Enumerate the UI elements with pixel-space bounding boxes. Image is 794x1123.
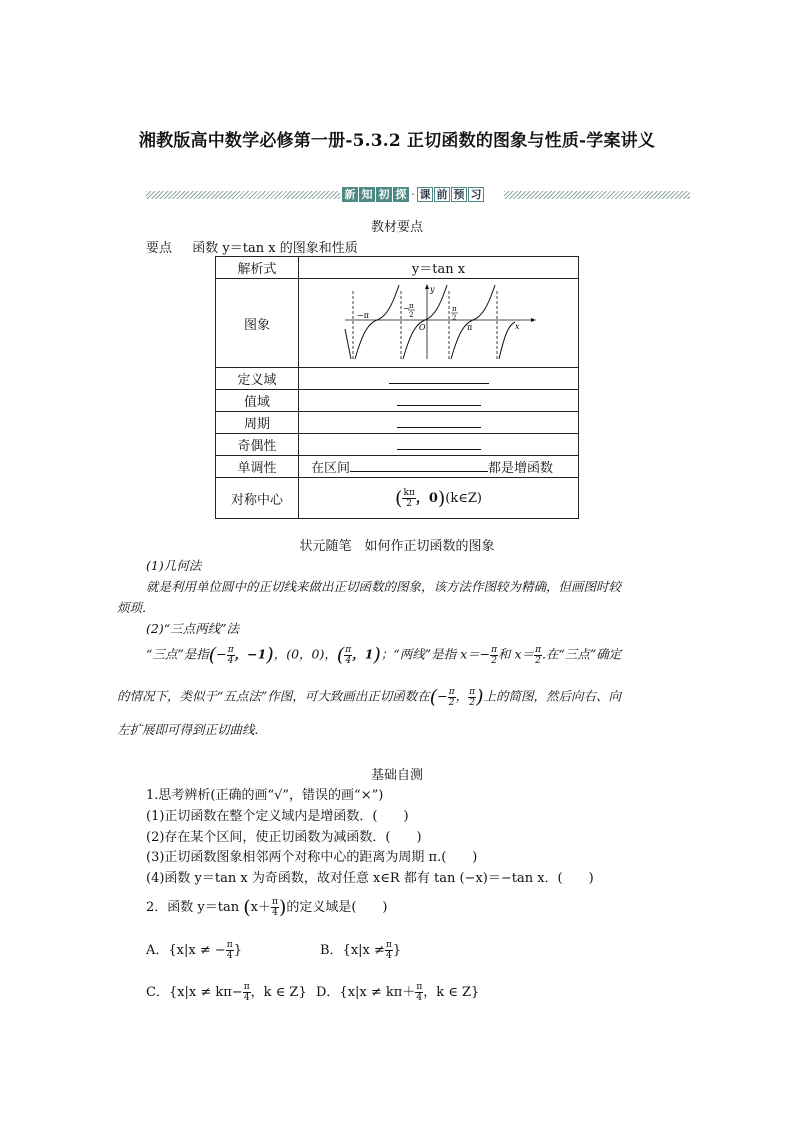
row-value [299, 390, 579, 412]
row-label: 对称中心 [216, 478, 299, 519]
question-1-item: (3)正切函数图象相邻两个对称中心的距离为周期 π.( ) [146, 850, 478, 865]
row-value [299, 456, 579, 478]
row-label: 值域 [216, 390, 299, 412]
tan-branch [403, 285, 447, 359]
banner-char: 新 [342, 187, 358, 202]
row-value [299, 434, 579, 456]
method-1-text: 烦琐． [117, 600, 155, 615]
y-axis-arrow [425, 284, 429, 289]
table-row [216, 368, 579, 390]
table-row [216, 279, 579, 368]
table-row [216, 456, 579, 478]
method-1-text: 就是利用单位圆中的正切线来做出正切函数的图象，该方法作图较为精确，但画图时较 [146, 579, 622, 594]
tan-properties-table [215, 256, 579, 519]
question-1-item: (1)正切函数在整个定义域内是增函数．( ) [146, 809, 409, 824]
table-row [216, 412, 579, 434]
center-tail: ，0 [415, 490, 438, 506]
row-label: 定义域 [216, 368, 299, 390]
tan-branch [345, 329, 351, 359]
tan-graph [339, 283, 539, 363]
banner-char: 课 [417, 187, 433, 202]
neg-half-pi-sign: − [402, 304, 410, 313]
graph-cell [299, 279, 579, 368]
section-banner [146, 186, 690, 204]
method-1-title: (1)几何法 [146, 558, 202, 573]
answer-blank[interactable] [389, 370, 489, 384]
origin-label: O [418, 323, 426, 332]
half-pi-den: 2 [451, 314, 456, 322]
answer-blank[interactable] [397, 392, 481, 406]
fraction: $\frac{k\pi}{2}$ [403, 487, 415, 509]
monotonic-suffix: 都是增函数 [488, 461, 554, 476]
row-label: 奇偶性 [216, 434, 299, 456]
method-2-title: (2)“三点两线”法 [146, 621, 239, 636]
banner-char: 前 [434, 187, 450, 202]
banner-hatch-right [504, 191, 690, 199]
option-b[interactable]: B．{x|x ≠ $\frac{\pi}{4}$ } [320, 940, 402, 961]
table-row [216, 478, 579, 519]
row-label: 解析式 [216, 257, 299, 279]
y-label: y [429, 285, 435, 294]
option-c[interactable]: C．{x|x ≠ kπ− $\frac{\pi}{4}$ ，k ∈ Z} [146, 982, 307, 1003]
row-value: ( $\frac{k\pi}{2}$ ，0)(k∈Z) [299, 478, 579, 519]
notes-heading: 状元随笔 如何作正切函数的图象 [299, 539, 495, 554]
tan-branch [451, 285, 495, 359]
method-2-line-1: “三点”是指(− $\frac{\pi}{4}$ ，−1)，(0，0)，( $\frac{\pi}{4}$ ，1)；“两线”是指 x＝− $\frac{\pi}{2}$ 和 x＝ $\frac{\pi}{2}$ .在“三点”确定 [146, 644, 622, 666]
banner-dot: · [411, 188, 415, 201]
option-a[interactable]: A．{x|x ≠ − $\frac{\pi}{4}$ } [146, 940, 242, 961]
x-label: x [514, 322, 520, 331]
answer-blank[interactable] [350, 458, 488, 472]
question-1-item: (2)存在某个区间，使正切函数为减函数．( ) [146, 830, 422, 845]
answer-blank[interactable] [397, 436, 481, 450]
banner-char: 预 [451, 187, 467, 202]
neg-half-pi-num: π [408, 302, 414, 310]
banner-char: 知 [359, 187, 375, 202]
row-value [299, 412, 579, 434]
key-point-line [146, 237, 358, 256]
question-1-item: (4)函数 y＝tan x 为奇函数，故对任意 x∈R 都有 tan (−x)＝−tan x．( ) [146, 871, 594, 886]
banner-char: 探 [393, 187, 409, 202]
banner-char: 习 [468, 187, 484, 202]
row-value [299, 368, 579, 390]
tan-branch [499, 322, 515, 359]
option-d[interactable]: D．{x|x ≠ kπ＋ $\frac{\pi}{4}$ ，k ∈ Z} [316, 982, 480, 1003]
neg-half-pi-den: 2 [408, 311, 413, 319]
method-2-line-3: 左扩展即可得到正切曲线. [117, 722, 259, 737]
question-1: 1.思考辨析(正确的画“√”，错误的画“×”) [146, 788, 384, 803]
document-title: 湘教版高中数学必修第一册-5.3.2 正切函数的图象与性质-学案讲义 [138, 131, 656, 151]
table-row [216, 434, 579, 456]
row-label: 图象 [216, 279, 299, 368]
key-point-label: 要点 [146, 241, 173, 256]
table-row [216, 390, 579, 412]
center-condition: (k∈Z) [445, 490, 482, 506]
neg-pi-label: −π [356, 311, 369, 320]
banner-char: 初 [376, 187, 392, 202]
row-label: 周期 [216, 412, 299, 434]
x-axis-arrow [531, 318, 536, 322]
banner-hatch-left [146, 191, 340, 199]
table-row [216, 257, 579, 279]
row-value: y＝tan x [299, 257, 579, 279]
banner-labels [342, 186, 485, 203]
row-label: 单调性 [216, 456, 299, 478]
half-pi-num: π [451, 305, 457, 313]
answer-blank[interactable] [397, 414, 481, 428]
section-heading-key-points: 教材要点 [370, 220, 423, 235]
tan-branch [355, 285, 399, 359]
monotonic-prefix: 在区间 [311, 461, 351, 476]
method-2-line-2: 的情况下，类似于“五点法”作图，可大致画出正切函数在(− $\frac{\pi}{2}$ ， $\frac{\pi}{2}$ )上的简图，然后向右、向 [117, 686, 621, 708]
pi-label: π [466, 323, 472, 332]
exercise-heading: 基础自测 [370, 768, 423, 783]
key-point-text: 函数 y＝tan x 的图象和性质 [192, 241, 358, 256]
question-2: 2．函数 y＝tan (x＋ $\frac{\pi}{4}$ )的定义域是( ) [146, 896, 388, 919]
